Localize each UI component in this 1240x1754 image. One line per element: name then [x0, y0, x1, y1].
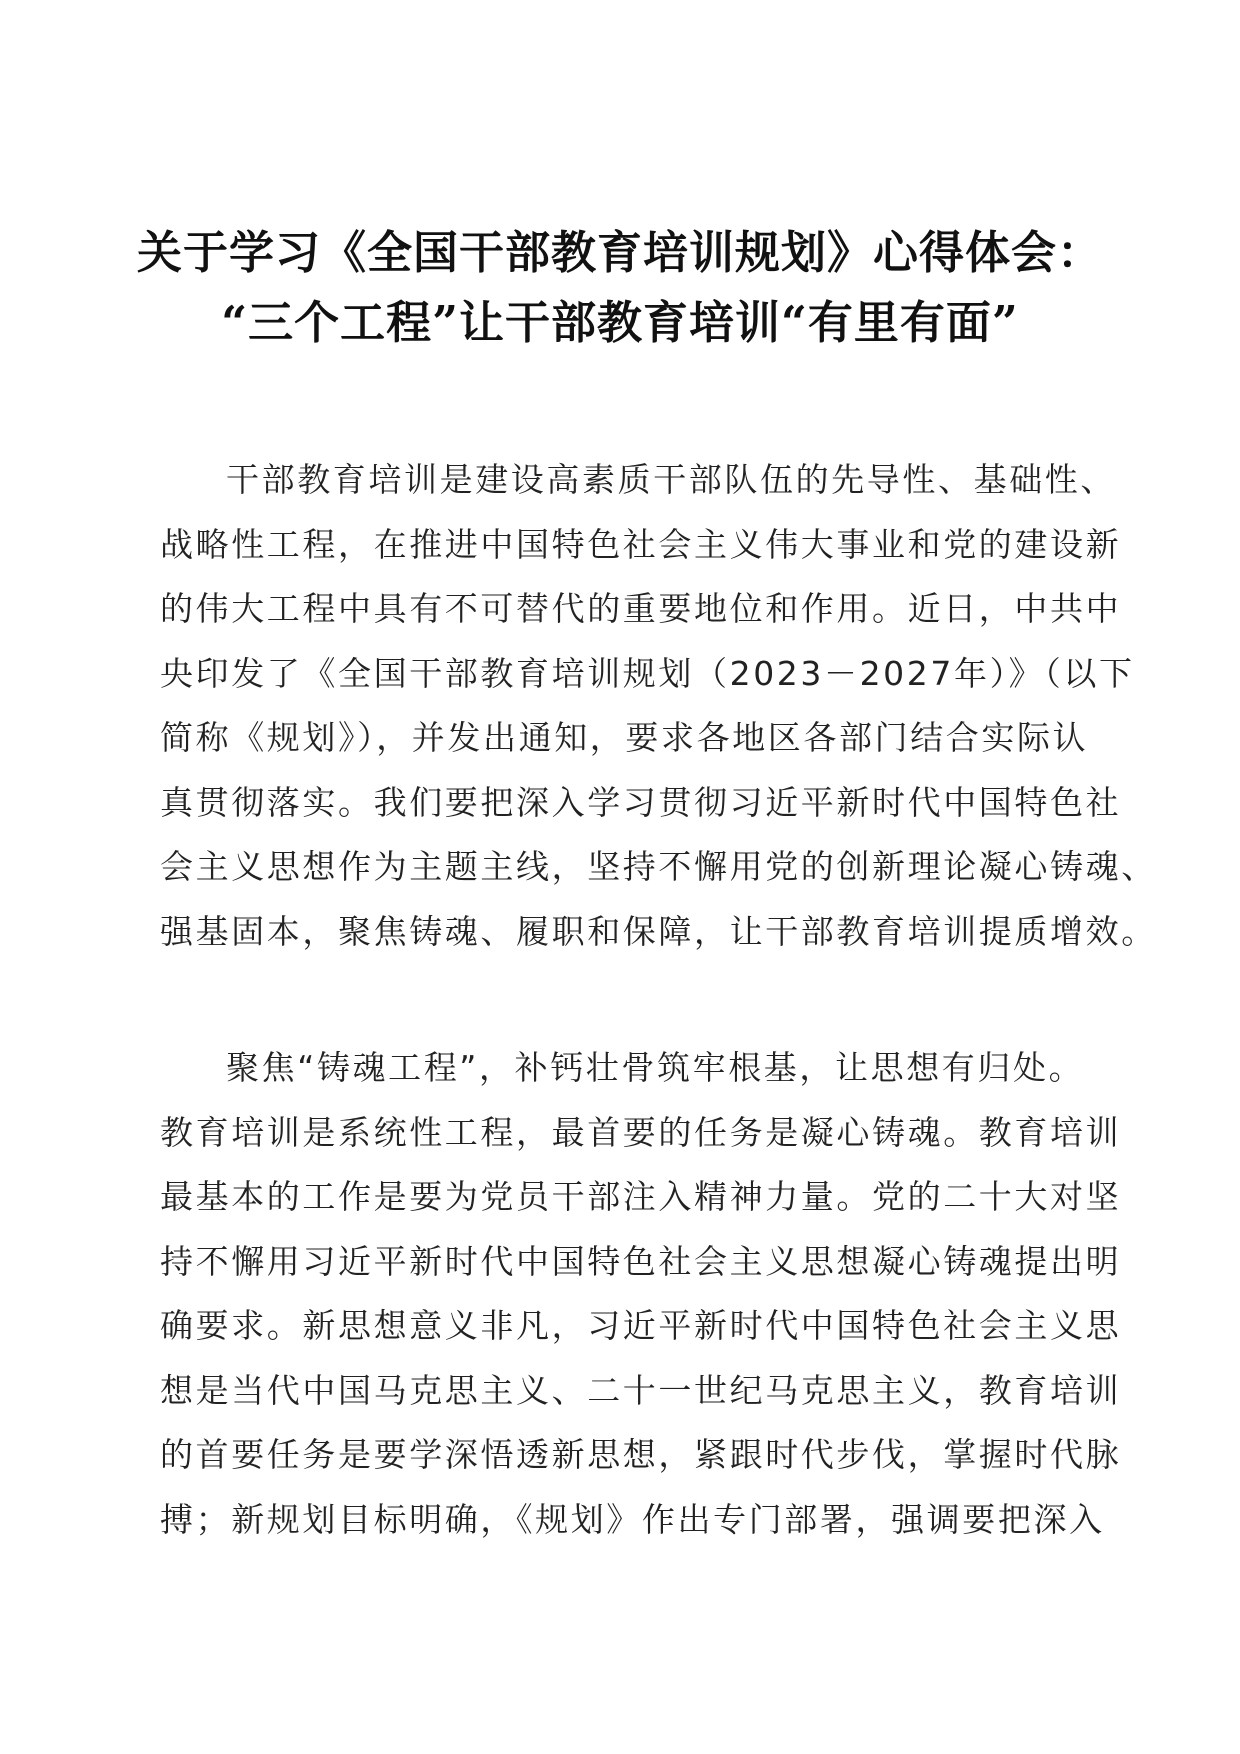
title-line-2: “三个工程”让干部教育培训“有里有面” — [221, 296, 1019, 349]
paragraph-line: 的伟大工程中具有不可替代的重要地位和作用。近日，中共中 — [160, 589, 1122, 628]
paragraph-line: 会主义思想作为主题主线，坚持不懈用党的创新理论凝心铸魂、 — [160, 847, 1157, 886]
paragraph-line: 的首要任务是要学深悟透新思想，紧跟时代步伐，掌握时代脉 — [160, 1435, 1122, 1474]
paragraph-line: 最基本的工作是要为党员干部注入精神力量。党的二十大对坚 — [160, 1177, 1122, 1216]
paragraph-line: 搏；新规划目标明确，《规划》作出专门部署，强调要把深入 — [160, 1499, 1105, 1539]
title-line-1: 关于学习《全国干部教育培训规划》心得体会： — [136, 226, 1103, 279]
paragraph-line: 央印发了《全国干部教育培训规划（2023－2027年）》（以下 — [160, 653, 1135, 693]
paragraph-line: 简称《规划》），并发出通知，要求各地区各部门结合实际认 — [160, 718, 1089, 757]
paragraph-line: 持不懈用习近平新时代中国特色社会主义思想凝心铸魂提出明 — [160, 1241, 1122, 1281]
paragraph-soul-project — [160, 1036, 1122, 1552]
paragraph-line: 战略性工程，在推进中国特色社会主义伟大事业和党的建设新 — [160, 524, 1122, 564]
paragraph-line: 强基固本，聚焦铸魂、履职和保障，让干部教育培训提质增效。 — [160, 911, 1157, 951]
paragraph-line: 真贯彻落实。我们要把深入学习贯彻习近平新时代中国特色社 — [160, 782, 1122, 822]
paragraph-line: 教育培训是系统性工程，最首要的任务是凝心铸魂。教育培训 — [160, 1112, 1122, 1152]
paragraph-line: 干部教育培训是建设高素质干部队伍的先导性、基础性、 — [226, 460, 1116, 499]
paragraph-line: 确要求。新思想意义非凡，习近平新时代中国特色社会主义思 — [160, 1306, 1122, 1345]
document-title — [100, 218, 1140, 358]
paragraph-line: 想是当代中国马克思主义、二十一世纪马克思主义，教育培训 — [160, 1370, 1122, 1410]
paragraph-line: 聚焦“铸魂工程”，补钙壮骨筑牢根基，让思想有归处。 — [226, 1048, 1085, 1087]
paragraph-intro — [160, 448, 1157, 964]
